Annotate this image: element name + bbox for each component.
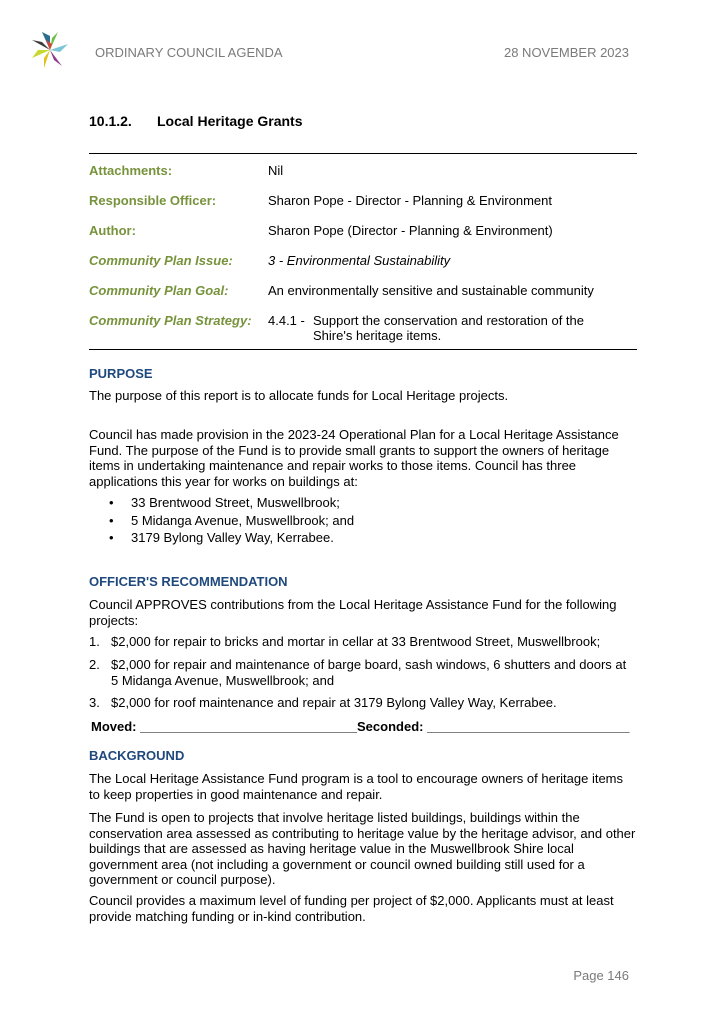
- background-heading: BACKGROUND: [89, 748, 185, 763]
- meta-value-plan-goal: An environmentally sensitive and sustainable community: [268, 283, 594, 298]
- recommendation-intro: Council APPROVES contributions from the Local Heritage Assistance Fund for the following projects:: [89, 597, 617, 628]
- meta-label-attachments: Attachments:: [89, 163, 173, 178]
- background-paragraph-3: Council provides a maximum level of funding per project of $2,000. Applicants must at least provide matching funding or in-kind contribution.: [89, 893, 614, 924]
- strategy-code: 4.4.1 -: [268, 313, 305, 328]
- meta-value-plan-issue: 3 - Environmental Sustainability: [268, 253, 451, 268]
- meta-value-author: Sharon Pope (Director - Planning & Environment): [268, 223, 553, 238]
- recommendation-item: 3. $2,000 for roof maintenance and repair at 3179 Bylong Valley Way, Kerrabee.: [89, 695, 557, 710]
- page-number: Page 146: [573, 968, 629, 983]
- background-paragraph-2: The Fund is open to projects that involve heritage listed buildings, buildings within the conservation area assessed as contributing to heritage value by the heritage advisor, and other buildings that are assessed as having heritage value in the Muswellbrook Shire local government area (not including a government or council owned building still used for a government or council purpose).: [89, 810, 636, 887]
- section-heading: [89, 113, 303, 129]
- list-item: • 33 Brentwood Street, Muswellbrook;: [109, 495, 340, 510]
- council-logo-icon: [30, 30, 70, 70]
- moved-field: Moved: ______________________________: [91, 719, 358, 734]
- moved-seconded-line: [91, 719, 630, 734]
- meta-label-plan-issue: Community Plan Issue:: [89, 253, 233, 268]
- recommendation-item: 2. $2,000 for repair and maintenance of barge board, sash windows, 6 shutters and doors at 5 Midanga Avenue, Muswellbrook; and: [89, 657, 627, 688]
- purpose-paragraph-1: The purpose of this report is to allocate funds for Local Heritage projects.: [89, 388, 509, 403]
- strategy-text: Support the conservation and restoration of the Shire's heritage items.: [313, 313, 585, 343]
- section-number: 10.1.2.: [89, 113, 132, 129]
- list-item: • 3179 Bylong Valley Way, Kerrabee.: [109, 530, 334, 545]
- header-date: 28 NOVEMBER 2023: [503, 45, 629, 60]
- meta-value-officer: Sharon Pope - Director - Planning & Environment: [268, 193, 552, 208]
- divider-bottom: [89, 349, 637, 350]
- application-list: [89, 494, 637, 547]
- seconded-field: Seconded: ____________________________: [357, 719, 630, 734]
- meta-label-officer: Responsible Officer:: [89, 193, 217, 208]
- purpose-paragraph-2: Council has made provision in the 2023-24 Operational Plan for a Local Heritage Assistance Fund. The purpose of the Fund is to provide small grants to support the owners of heritage items in undertaking maintenance and repair works to those items. Council has three applications this year for works on buildings at:: [89, 427, 619, 489]
- meta-label-plan-strategy: Community Plan Strategy:: [89, 313, 252, 328]
- meta-value-plan-strategy: [268, 313, 628, 343]
- list-item: • 5 Midanga Avenue, Muswellbrook; and: [109, 512, 355, 528]
- section-title: Local Heritage Grants: [157, 113, 303, 129]
- recommendation-heading: OFFICER'S RECOMMENDATION: [89, 574, 288, 589]
- purpose-heading: PURPOSE: [89, 366, 153, 381]
- meta-label-author: Author:: [89, 223, 136, 238]
- header-title: ORDINARY COUNCIL AGENDA: [95, 45, 283, 60]
- meta-value-attachments: Nil: [268, 163, 284, 178]
- meta-label-plan-goal: Community Plan Goal:: [89, 283, 229, 298]
- background-paragraph-1: The Local Heritage Assistance Fund program is a tool to encourage owners of heritage items to keep properties in good maintenance and repair.: [89, 771, 624, 802]
- recommendation-item: 1. $2,000 for repair to bricks and mortar in cellar at 33 Brentwood Street, Muswellbrook;: [89, 634, 601, 649]
- divider-top: [89, 153, 637, 154]
